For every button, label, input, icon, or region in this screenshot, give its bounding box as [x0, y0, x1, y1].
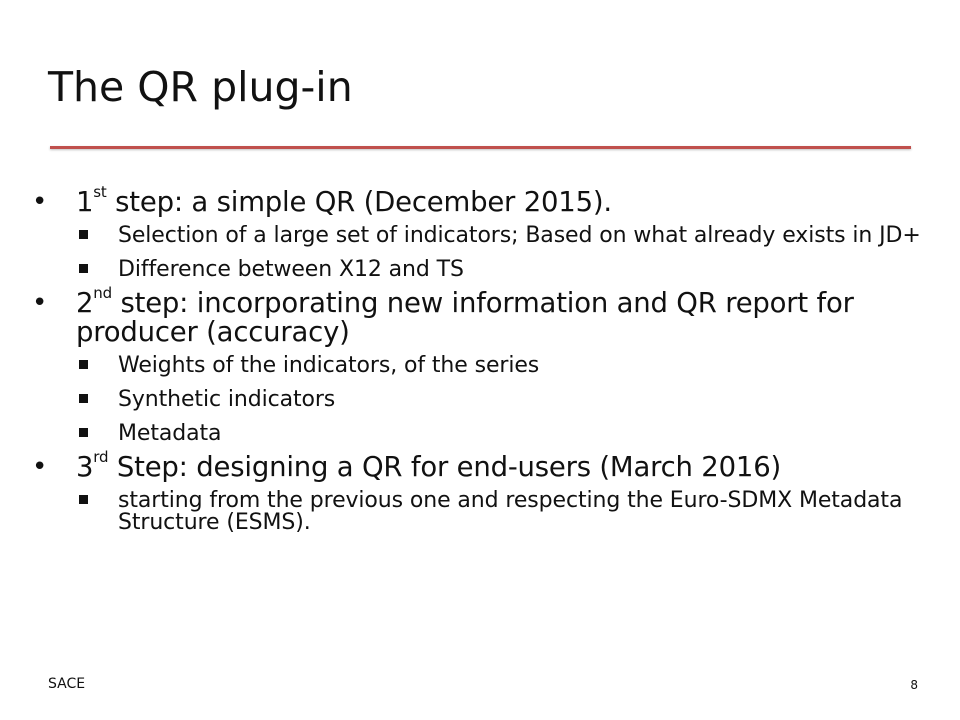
step-number: 1: [76, 186, 94, 218]
sub-list: [76, 355, 930, 445]
sub-bullet-text: Synthetic indicators: [118, 387, 336, 412]
step-number: 2: [76, 287, 94, 319]
sub-bullet-text: Metadata: [118, 421, 222, 446]
step-text: step: incorporating new information and QR report for producer (accuracy): [76, 287, 854, 348]
bullet-list: [30, 182, 930, 535]
bullet-dot-icon: •: [32, 452, 48, 482]
sub-bullet-text: Difference between X12 and TS: [118, 257, 464, 282]
bullet-dot-icon: •: [32, 288, 48, 318]
sub-bullet-text: Weights of the indicators, of the series: [118, 353, 540, 378]
square-bullet-icon: [79, 394, 88, 403]
sub-list: [76, 490, 930, 534]
sub-bullet-text: Selection of a large set of indicators; Based on what already exists in JD+: [118, 223, 921, 248]
step-text: Step: designing a QR for end-users (March 2016): [108, 451, 782, 483]
step-number: 3: [76, 451, 94, 483]
square-bullet-icon: [79, 428, 88, 437]
title-divider: [50, 146, 911, 149]
step-ordinal-suffix: nd: [93, 283, 112, 302]
step-text: step: a simple QR (December 2015).: [106, 186, 612, 218]
step-ordinal-suffix: rd: [93, 447, 109, 466]
sub-bullet: [76, 355, 930, 377]
sub-list: [76, 225, 930, 281]
sub-bullet: [76, 225, 930, 247]
sub-bullet: [76, 259, 930, 281]
square-bullet-icon: [79, 264, 88, 273]
bullet-step-1: [30, 182, 930, 282]
bullet-dot-icon: •: [32, 187, 48, 217]
square-bullet-icon: [79, 230, 88, 239]
sub-bullet: [76, 389, 930, 411]
step-ordinal-suffix: st: [93, 182, 107, 201]
square-bullet-icon: [79, 495, 88, 504]
sub-bullet: [76, 423, 930, 445]
bullet-step-3: [30, 447, 930, 535]
square-bullet-icon: [79, 360, 88, 369]
page-number: 8: [910, 678, 918, 692]
footer-label: SACE: [48, 676, 86, 692]
slide-title: The QR plug-in: [48, 63, 353, 111]
sub-bullet: [76, 490, 930, 534]
bullet-step-2: [30, 283, 930, 446]
sub-bullet-text: starting from the previous one and respecting the Euro-SDMX Metadata Structure (ESMS).: [118, 488, 903, 535]
